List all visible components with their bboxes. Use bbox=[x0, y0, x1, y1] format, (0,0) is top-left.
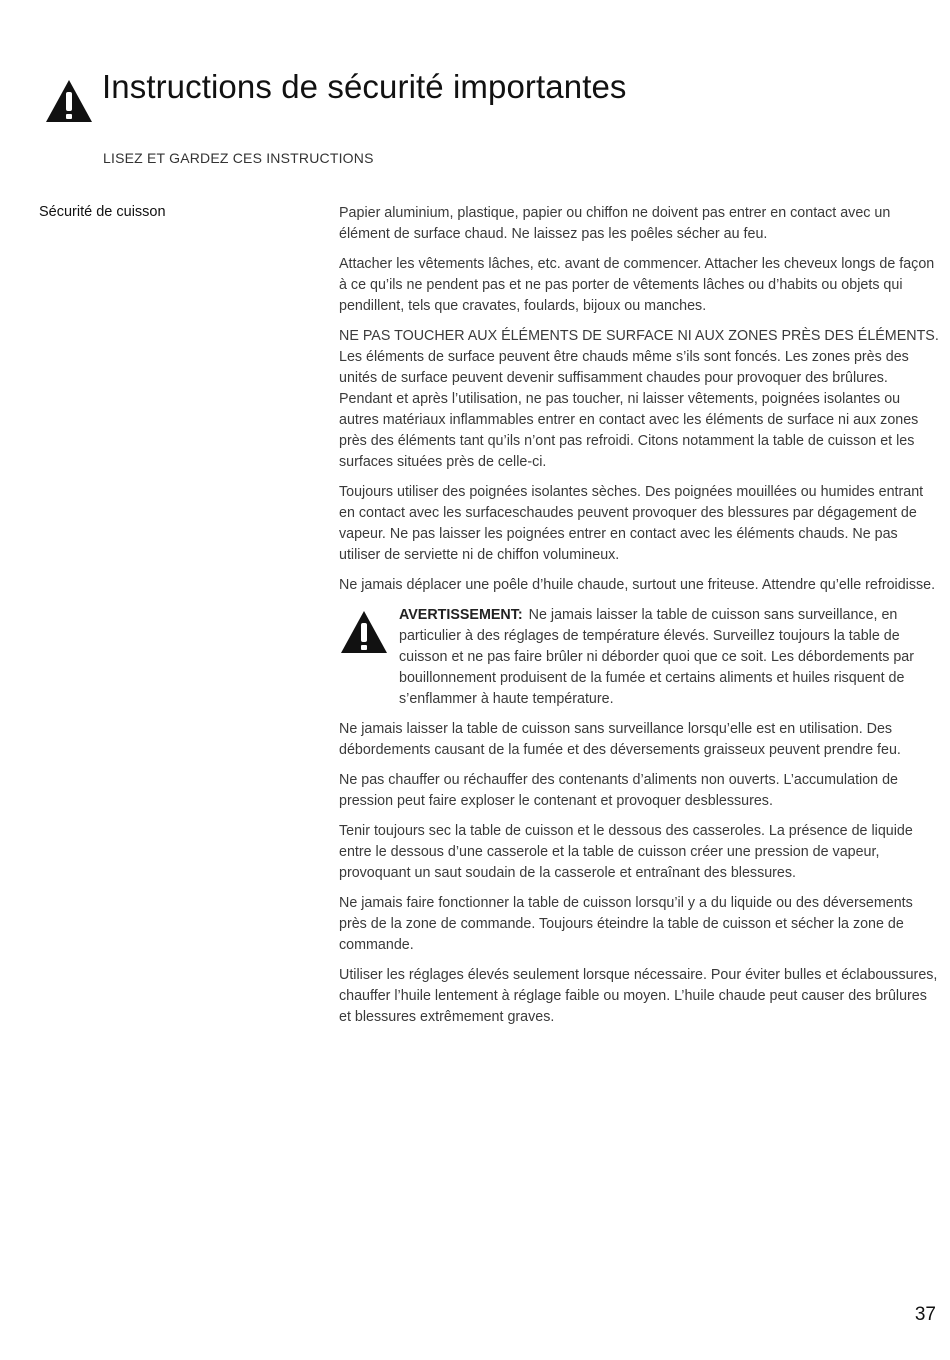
warning-body: Ne jamais laisser la table de cuisson sans surveillance, en particulier à des réglages de température élevés. Surveillez toujours la table de cuisson et ne pas faire brûler ni déborder quoi que ce soit. Les débordements par bouillonnement produisent de la fumée et certains aliments et huiles risquent de s’enflammer à haute température. bbox=[399, 607, 915, 707]
page-number: 37 bbox=[914, 1304, 936, 1325]
warning-text bbox=[399, 605, 939, 710]
section-content bbox=[339, 203, 939, 1037]
title-row bbox=[44, 70, 924, 124]
paragraph: Papier aluminium, plastique, papier ou chiffon ne doivent pas entrer en contact avec un élément de surface chaud. Ne laissez pas les poêles sécher au feu. bbox=[339, 205, 891, 242]
paragraph: Ne jamais laisser la table de cuisson sans surveillance lorsqu’elle est en utilisation. Des débordements causant de la fumée et des déversements graisseux peuvent prendre feu. bbox=[339, 721, 901, 758]
page-subtitle: LISEZ ET GARDEZ CES INSTRUCTIONS bbox=[103, 150, 374, 166]
paragraph: Attacher les vêtements lâches, etc. avant de commencer. Attacher les cheveux longs de façon à ce qu’ils ne pendent pas et ne pas porter de vêtements lâches ou d’habits ou objets qui pendillent, tels que cravates, foulards, bijoux ou manches. bbox=[339, 256, 935, 314]
warning-label: AVERTISSEMENT: bbox=[399, 607, 523, 623]
paragraph: Ne jamais faire fonctionner la table de cuisson lorsqu’il y a du liquide ou des déversements près de la zone de commande. Toujours éteindre la table de cuisson et sécher la zone de commande. bbox=[339, 895, 913, 953]
warning-block bbox=[339, 605, 939, 710]
paragraph: Ne pas chauffer ou réchauffer des contenants d’aliments non ouverts. L’accumulation de pression peut faire exploser le contenant et provoquer desblessures. bbox=[339, 772, 898, 809]
page-header bbox=[44, 68, 924, 166]
section-label: Sécurité de cuisson bbox=[39, 204, 166, 220]
paragraph: NE PAS TOUCHER AUX ÉLÉMENTS DE SURFACE NI AUX ZONES PRÈS DES ÉLÉMENTS. Les éléments de surface peuvent être chauds même s’ils sont foncés. Les zones près des unités de surface peuvent devenir suffisamment chaudes pour provoquer des brûlures. Pendant et après l’utilisation, ne pas toucher, ni laisser vêtements, poignées isolantes ou autres matériaux inflammables entrer en contact avec les éléments de surface ni aux zones près des éléments tant qu’ils n’ont pas refroidi. Citons notamment la table de cuisson et les surfaces situées près de celle-ci. bbox=[339, 328, 939, 470]
warning-triangle-icon bbox=[339, 609, 389, 655]
paragraph: Tenir toujours sec la table de cuisson et le dessous des casseroles. La présence de liquide entre le dessous d’une casserole et la table de cuisson créer une pression de vapeur, provoquant un saut soudain de la casserole et entraînant des blessures. bbox=[339, 823, 913, 881]
page-title: Instructions de sécurité importantes bbox=[102, 68, 627, 105]
paragraph: Utiliser les réglages élevés seulement lorsque nécessaire. Pour éviter bulles et éclaboussures, chauffer l’huile lentement à réglage faible ou moyen. L’huile chaude peut causer des brûlures et blessures extrêmement graves. bbox=[339, 967, 938, 1025]
paragraph: Toujours utiliser des poignées isolantes sèches. Des poignées mouillées ou humides entrant en contact avec les surfaceschaudes peuvent provoquer des blessures par dégagement de vapeur. Ne pas laisser les poignées entrer en contact avec les éléments chauds. Ne pas utiliser de serviette ni de chiffon volumineux. bbox=[339, 484, 924, 563]
paragraph: Ne jamais déplacer une poêle d’huile chaude, surtout une friteuse. Attendre qu’elle refroidisse. bbox=[339, 577, 936, 593]
warning-triangle-icon bbox=[44, 78, 94, 124]
